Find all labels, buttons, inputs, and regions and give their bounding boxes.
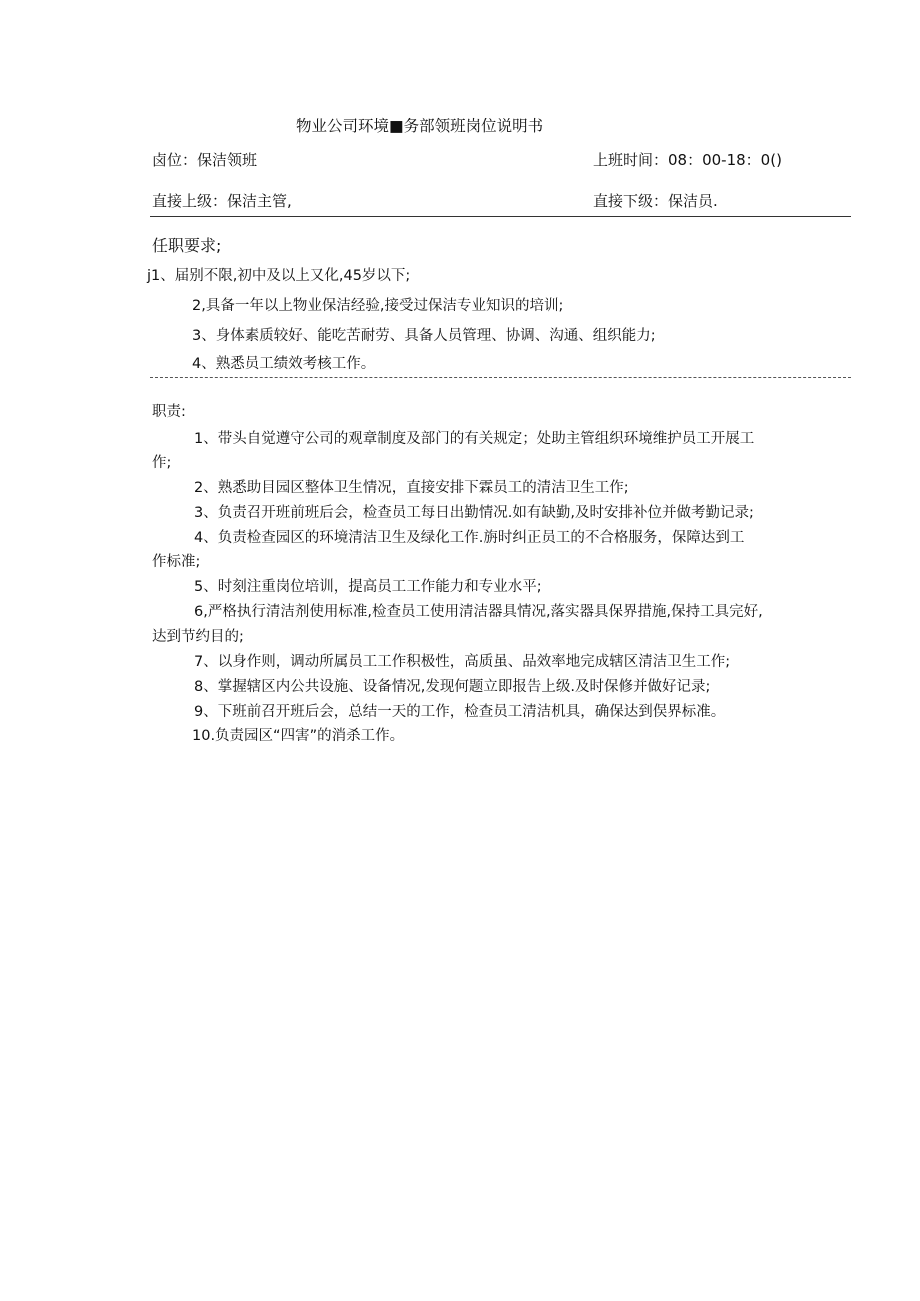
header-divider [150, 216, 851, 217]
duties-heading: 职责: [152, 404, 186, 420]
duty-item: 8、掌握辖区内公共设施、设备情况,发现何题立即报告上级.及时保修并做好记录; [194, 679, 711, 695]
duty-item-continued: 达到节约目的; [152, 629, 244, 645]
duty-item: 3、负责召开班前班后会，检查员工每日出勤情况.如有缺勤,及时安排补位并做考勤记录; [194, 505, 754, 521]
duty-item-continued: 作; [152, 455, 172, 471]
duty-item-continued: 作标准; [152, 554, 201, 570]
duty-item: 4、负责检查园区的环境清洁卫生及绿化工作.旃时纠正员工的不合格服务，保障达到工 [194, 530, 745, 546]
superior-label: 直接上级：保洁主管, [152, 192, 292, 210]
duty-item: 6,严格执行清洁剂使用标准,检查员工使用清洁器具情况,落实器具保界措施,保持工具完好, [194, 604, 763, 620]
work-hours-label: 上班时间：08：00-18：0() [593, 151, 782, 169]
position-label: 卤位：保洁领班 [152, 151, 258, 169]
requirement-item: j1、届别不限,初中及以上又化,45岁以下; [147, 268, 411, 284]
requirements-heading: 任职要求; [152, 236, 222, 255]
duty-item: 10.负责园区“四害”的消杀工作。 [192, 728, 405, 744]
requirement-item: 4、熟悉员工绩效考核工作。 [192, 356, 376, 372]
subordinate-label: 直接下级：保洁员. [593, 192, 718, 210]
document-title: 物业公司环境■务部领班岗位说明书 [296, 117, 544, 135]
duty-item: 2、熟悉助目园区整体卫生情况，直接安排下霖员工的清洁卫生工作; [194, 480, 629, 496]
requirements-divider [150, 377, 851, 378]
requirement-item: 2,具备一年以上物业保洁经验,接受过保洁专业知识的培训; [192, 298, 564, 314]
duty-item: 7、以身作则，调动所属员工工作积极性，高质虽、品效率地完成辖区清洁卫生工作; [194, 654, 731, 670]
duty-item: 9、下班前召开班后会，总结一天的工作，检查员工清洁机具，确保达到俣界标准。 [194, 704, 726, 720]
duty-item: 1、带头自觉遵守公司的观章制度及部门的有关规定；处助主管组织环境维护员工开展工 [194, 431, 755, 447]
duty-item: 5、时刻注重岗位培训，提高员工工作能力和专业水平; [194, 579, 542, 595]
requirement-item: 3、身体素质较好、能吃苦耐劳、具备人员管理、协调、沟通、组织能力; [192, 328, 656, 344]
